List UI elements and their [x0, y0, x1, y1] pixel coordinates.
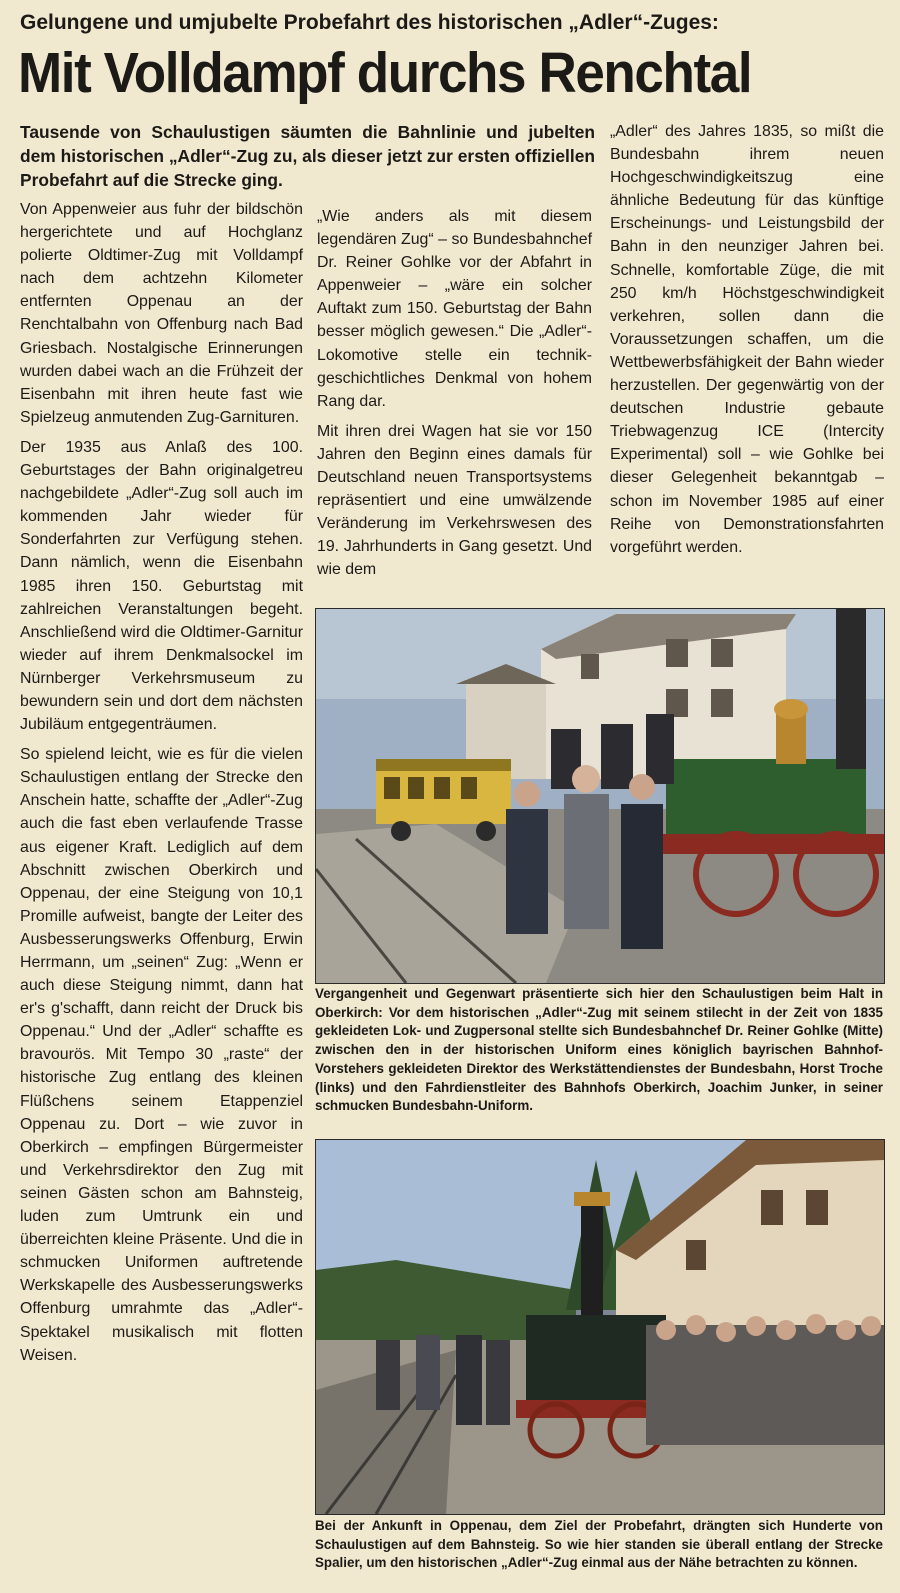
photo-caption-oppenau: Bei der Ankunft in Oppenau, dem Ziel der Probefahrt, drängten sich Hunderte von Schaulustigen auf dem Bahnsteig. So wie hier standen sie überall entlang der Strecke Spalier, um den historischen „Adler“-Zug einmal aus der Nähe betrachten zu können.	[315, 1518, 883, 1571]
photo-oppenau-arrival	[315, 1139, 885, 1515]
paragraph: „Wie anders als mit diesem legendären Zug“ – so Bundesbahnchef Dr. Reiner Gohlke vor der Abfahrt in Appenweier – „wäre ein solcher Auftakt zum 150. Geburtstag der Bahn besser möglich gewesen.“ Die „Adler“-Lokomotive stelle ein technik-geschichtliches Denkmal von hohem Rang dar.	[317, 208, 592, 410]
photo-oberkirch-illustration	[316, 609, 884, 983]
paragraph: Von Appenweier aus fuhr der bildschön hergerichtete und auf Hochglanz polierte Oldtimer-Zug mit Volldampf nach dem achtzehn Kilometer entfernten Oppenau an der Renchtalbahn von Offenburg nach Bad Griesbach. Nostalgische Erinnerungen wurden dabei wach an die Frühzeit der Eisenbahn mit ihren heute fast wie Spielzeug anmutenden Zug-Garnituren.	[20, 201, 303, 426]
text-column-1	[20, 198, 303, 1590]
photo-caption-oberkirch: Vergangenheit und Gegenwart präsentierte sich hier den Schaulustigen beim Halt in Oberkirch: Vor dem historischen „Adler“-Zug mit seinem stilecht in der Zeit von 1835 gekleideten Lok- und Zugpersonal stellte sich Bundesbahnchef Dr. Reiner Gohlke (Mitte) zwischen den in der historischen Uniform eines königlich bayrischen Bahnhof-Vorstehers gekleideten Direktor des Werkstättendienstes der Bundesbahn, Horst Troche (links) und den Fahrdienstleiter des Bahnhofs Oberkirch, Joachim Junker, in seiner schmucken Bundesbahn-Uniform.	[315, 986, 883, 1114]
text-column-2	[317, 205, 592, 597]
text-column-3	[610, 120, 884, 600]
paragraph: So spielend leicht, wie es für die vielen Schaulustigen entlang der Strecke den Anschein hatte, schaffte der „Adler“-Zug auch die fast eben verlaufende Trasse aus eigener Kraft. Lediglich auf dem Abschnitt zwischen Oberkirch und Oppenau, der eine Steigung von 10,1 Promille aufweist, bangte der Leiter des Ausbesserungswerks Offenburg, Erwin Herrmann, um „seinen“ Zug: „Wenn er auch diese Steigung nimmt, dann hat er's g'schafft, dann reicht der Druck bis Oppenau.“ Und der „Adler“ schaffte es bravourös. Mit Tempo 30 „raste“ der historische Zug entlang des kleinen Flüßchens seinem Etappenziel Oppenau zu. Dort – wie zuvor in Oberkirch – empfingen Bürgermeister und Verkehrsdirektor den Zug mit seinen Gästen schon am Bahnsteig, luden zum Umtrunk ein und überreichten kleine Präsente. Und die in schmucken Uniformen auftretende Werkskapelle des Ausbesserungswerks Offenburg umrahmte das „Adler“-Spektakel musikalisch mit flotten Weisen.	[20, 746, 303, 1364]
article-headline: Mit Volldampf durchs Renchtal	[18, 41, 752, 105]
paragraph: Der 1935 aus Anlaß des 100. Geburtstages der Bahn originalgetreu nachgebildete „Adler“-Zug soll auch im kommenden Jahr wieder für Sonderfahrten zur Verfügung stehen. Dann nämlich, wenn die Eisenbahn 1985 ihren 150. Geburtstag mit zahlreichen Veranstaltungen begeht. Anschließend wird die Oldtimer-Garnitur wieder auf ihrem Denkmalsockel im Nürnberger Verkehrsmuseum zu bewundern sein und dort dem nächsten Jubiläum entgegenträumen.	[20, 438, 303, 734]
photo-oppenau-illustration	[316, 1140, 884, 1514]
paragraph: „Adler“ des Jahres 1835, so mißt die Bundesbahn ihrem neuen Hochgeschwindigkeitszug eine ähnliche Bedeutung für das künftige Erscheinungs- und Leistungsbild der Bahn in den neunziger Jahren bei. Schnelle, komfortable Züge, die mit 250 km/h Höchstgeschwindigkeit verkehren, sollen dann die Voraussetzungen schaffen, um die Wettbewerbsfähigkeit der Bahn wieder herzustellen. Der gegenwärtig von der deutschen Industrie gebaute Triebwagenzug ICE (Intercity Experimental) soll – wie Gohlke bei dieser Gelegenheit bekanntgab – schon im November 1985 auf einer Reihe von Demonstrationsfahrten vorgeführt werden.	[610, 123, 884, 556]
photo-oberkirch-adler-train	[315, 608, 885, 984]
article-lead: Tausende von Schaulustigen säumten die Bahnlinie und jubelten dem historischen „Adler“-Zug zu, als dieser jetzt zur ersten offiziellen Probefahrt auf die Strecke ging.	[20, 122, 595, 190]
article-kicker: Gelungene und umjubelte Probefahrt des historischen „Adler“-Zuges:	[20, 11, 719, 34]
paragraph: Mit ihren drei Wagen hat sie vor 150 Jahren den Beginn eines damals für Deutschland neuen Transportsystems repräsentiert und eine umwälzende Veränderung im Verkehrswesen des 19. Jahrhunderts in Gang gesetzt. Und wie dem	[317, 422, 592, 579]
